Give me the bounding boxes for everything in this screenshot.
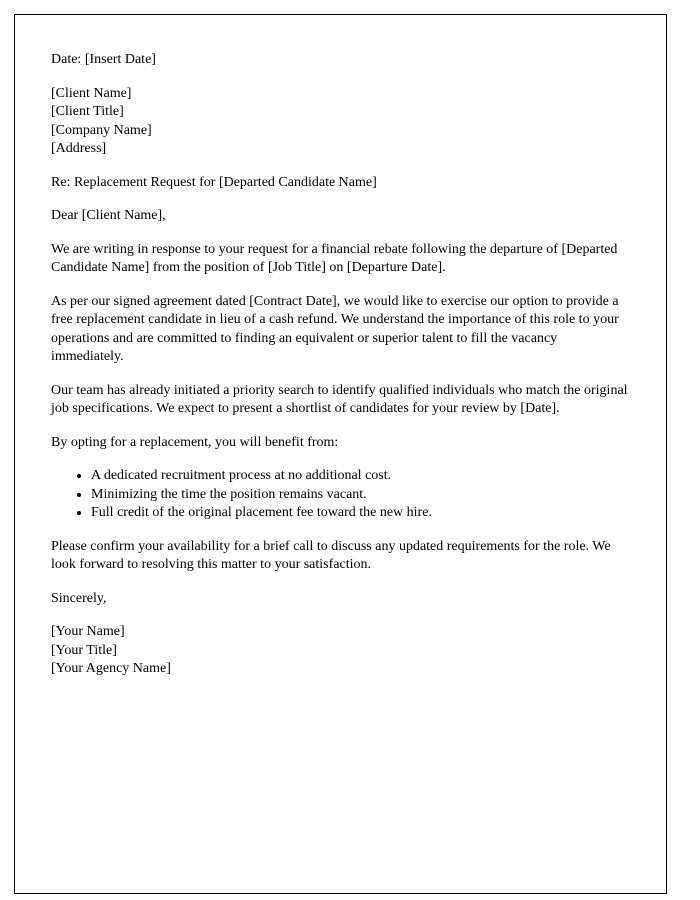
subject-line: Re: Replacement Request for [Departed Candidate Name] bbox=[51, 174, 377, 190]
recipient-name: [Client Name] bbox=[51, 85, 132, 101]
body-paragraph-2: As per our signed agreement dated [Contract Date], we would like to exercise our option to provide a free replacement candidate in lieu of a cash refund. We understand the importance of this role to your operations and are committed to finding an equivalent or superior talent to fill the vacancy immediately. bbox=[51, 293, 619, 364]
recipient-address-block bbox=[51, 85, 628, 159]
date-line: Date: [Insert Date] bbox=[51, 52, 156, 67]
letter-page bbox=[14, 14, 667, 894]
body-paragraph-1: We are writing in response to your request for a financial rebate following the departure of [Departed Candidate Name] from the position of [Job Title] on [Departure Date]. bbox=[51, 241, 618, 275]
sign-off: Sincerely, bbox=[51, 590, 107, 606]
benefit-item-3: • Full credit of the original placement fee toward the new hire. bbox=[91, 504, 628, 523]
signature-name: [Your Name] bbox=[51, 624, 125, 639]
body-paragraph-3: Our team has already initiated a priority search to identify qualified individuals who match the original job specifications. We expect to present a shortlist of candidates for your review by [Date]. bbox=[51, 382, 628, 416]
benefit-item-1: • A dedicated recruitment process at no additional cost. bbox=[91, 467, 628, 486]
recipient-address: [Address] bbox=[51, 141, 107, 156]
salutation: Dear [Client Name], bbox=[51, 208, 166, 223]
benefits-intro: By opting for a replacement, you will benefit from: bbox=[51, 434, 339, 450]
recipient-title: [Client Title] bbox=[51, 104, 124, 119]
benefits-list bbox=[51, 467, 628, 523]
benefit-item-2: • Minimizing the time the position remains vacant. bbox=[91, 486, 628, 505]
signature-title: [Your Title] bbox=[51, 642, 117, 658]
signature-agency: [Your Agency Name] bbox=[51, 661, 171, 676]
signature-block bbox=[51, 623, 628, 679]
recipient-company: [Company Name] bbox=[51, 122, 152, 138]
closing-paragraph: Please confirm your availability for a brief call to discuss any updated requirements for the role. We look forward to resolving this matter to your satisfaction. bbox=[51, 538, 611, 572]
